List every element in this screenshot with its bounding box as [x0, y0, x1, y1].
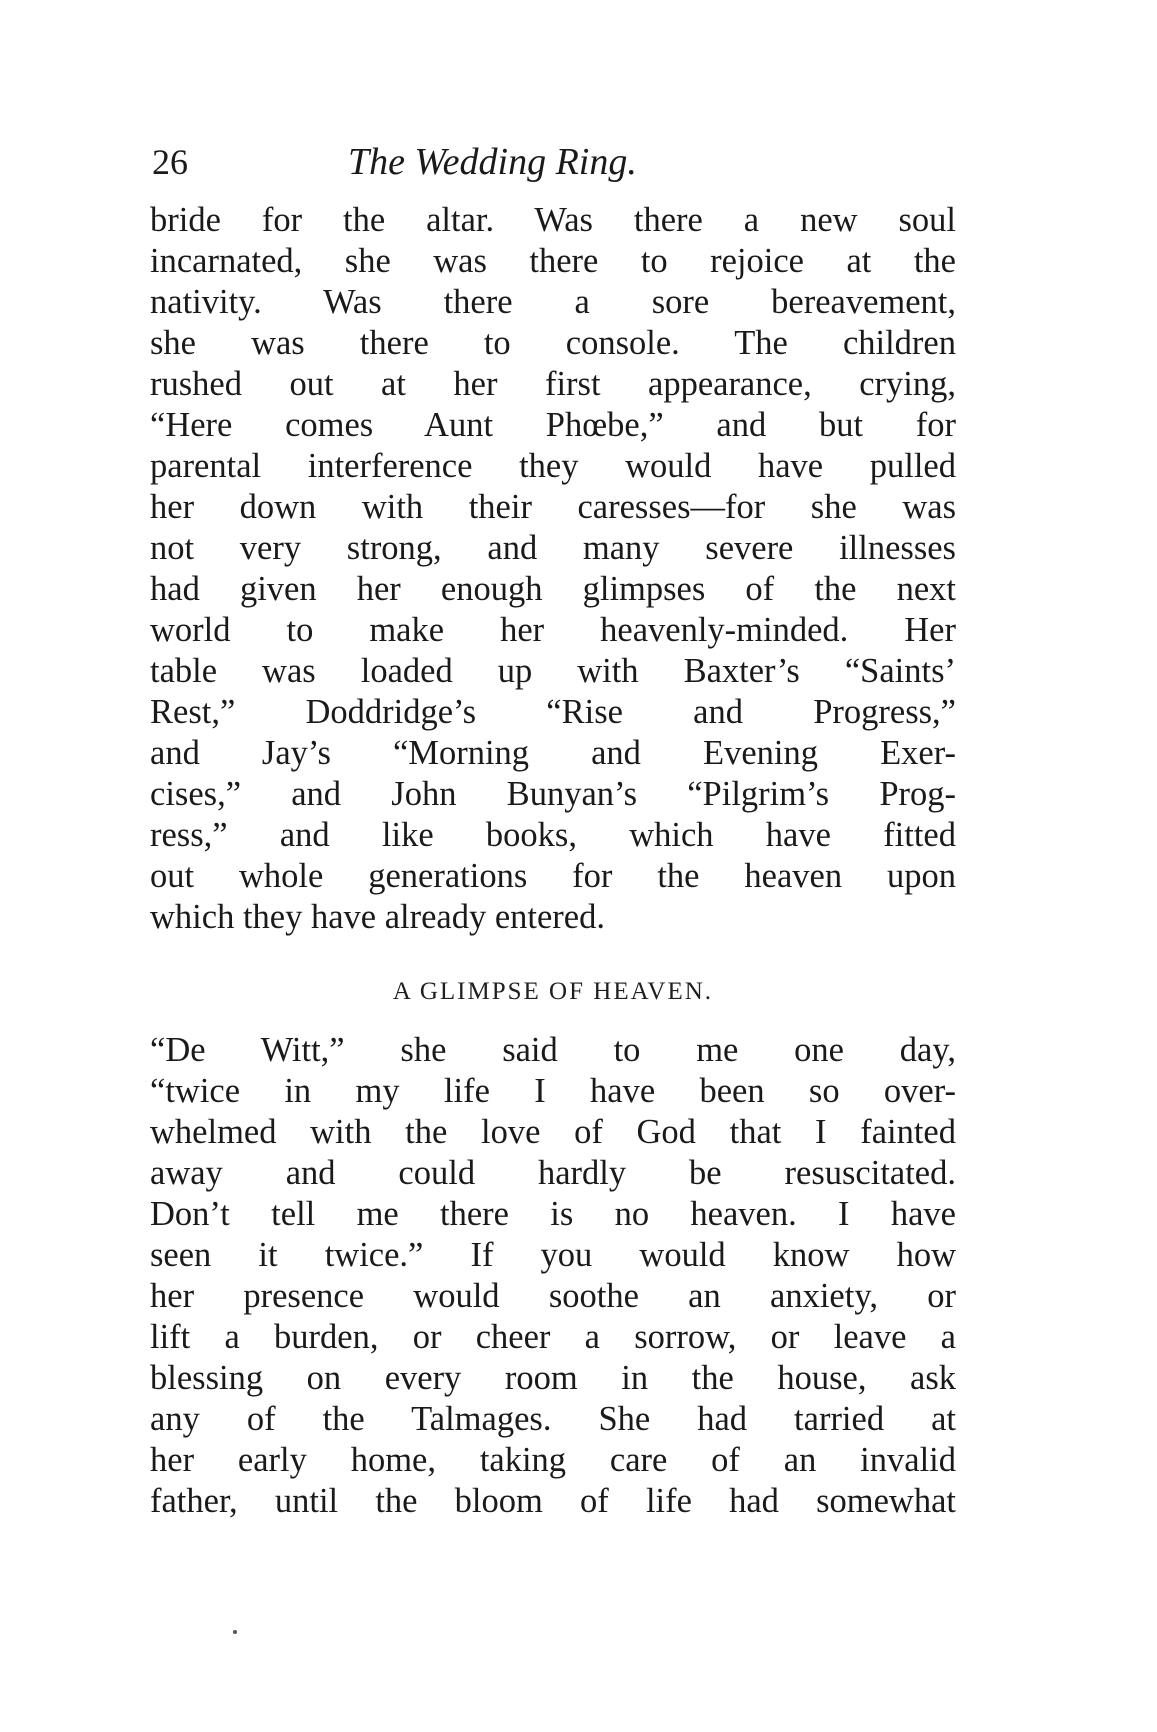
text-line: father, until the bloom of life had somewhat — [150, 1482, 956, 1520]
text-line: had given her enough glimpses of the next — [150, 570, 956, 608]
running-head — [152, 132, 960, 192]
text-line: Don’t tell me there is no heaven. I have — [150, 1195, 956, 1233]
text-line: blessing on every room in the house, ask — [150, 1359, 956, 1397]
text-line: parental interference they would have pulled — [150, 447, 956, 485]
text-line: out whole generations for the heaven upon — [150, 857, 956, 895]
text-line: her early home, taking care of an invalid — [150, 1441, 956, 1479]
text-line: nativity. Was there a sore bereavement, — [150, 283, 956, 321]
text-line: “twice in my life I have been so over- — [150, 1072, 956, 1110]
text-line: “Here comes Aunt Phœbe,” and but for — [150, 406, 956, 444]
text-line: rushed out at her first appearance, crying, — [150, 365, 956, 403]
text-line: table was loaded up with Baxter’s “Saints’ — [150, 652, 956, 690]
text-line: “De Witt,” she said to me one day, — [150, 1031, 956, 1069]
text-line: away and could hardly be resuscitated. — [150, 1154, 956, 1192]
paragraph-2 — [150, 1030, 956, 1522]
text-line: world to make her heavenly-minded. Her — [150, 611, 956, 649]
page-number: 26 — [152, 142, 188, 182]
text-line: and Jay’s “Morning and Evening Exer- — [150, 734, 956, 772]
text-line: her down with their caresses—for she was — [150, 488, 956, 526]
text-line: she was there to console. The children — [150, 324, 956, 362]
paragraph-1 — [150, 200, 956, 938]
text-line: seen it twice.” If you would know how — [150, 1236, 956, 1274]
ink-speck — [233, 1630, 237, 1634]
text-line: ress,” and like books, which have fitted — [150, 816, 956, 854]
running-title: The Wedding Ring. — [348, 141, 637, 183]
text-line: Rest,” Doddridge’s “Rise and Progress,” — [150, 693, 956, 731]
text-line: not very strong, and many severe illnesses — [150, 529, 956, 567]
text-line: bride for the altar. Was there a new soul — [150, 201, 956, 239]
text-line: which they have already entered. — [150, 898, 605, 936]
text-line: any of the Talmages. She had tarried at — [150, 1400, 956, 1438]
text-line: whelmed with the love of God that I fainted — [150, 1113, 956, 1151]
text-line: her presence would soothe an anxiety, or — [150, 1277, 956, 1315]
section-heading: A GLIMPSE OF HEAVEN. — [392, 978, 714, 1005]
text-line: cises,” and John Bunyan’s “Pilgrim’s Prog- — [150, 775, 956, 813]
text-line: lift a burden, or cheer a sorrow, or leave a — [150, 1318, 956, 1356]
text-line: incarnated, she was there to rejoice at the — [150, 242, 956, 280]
